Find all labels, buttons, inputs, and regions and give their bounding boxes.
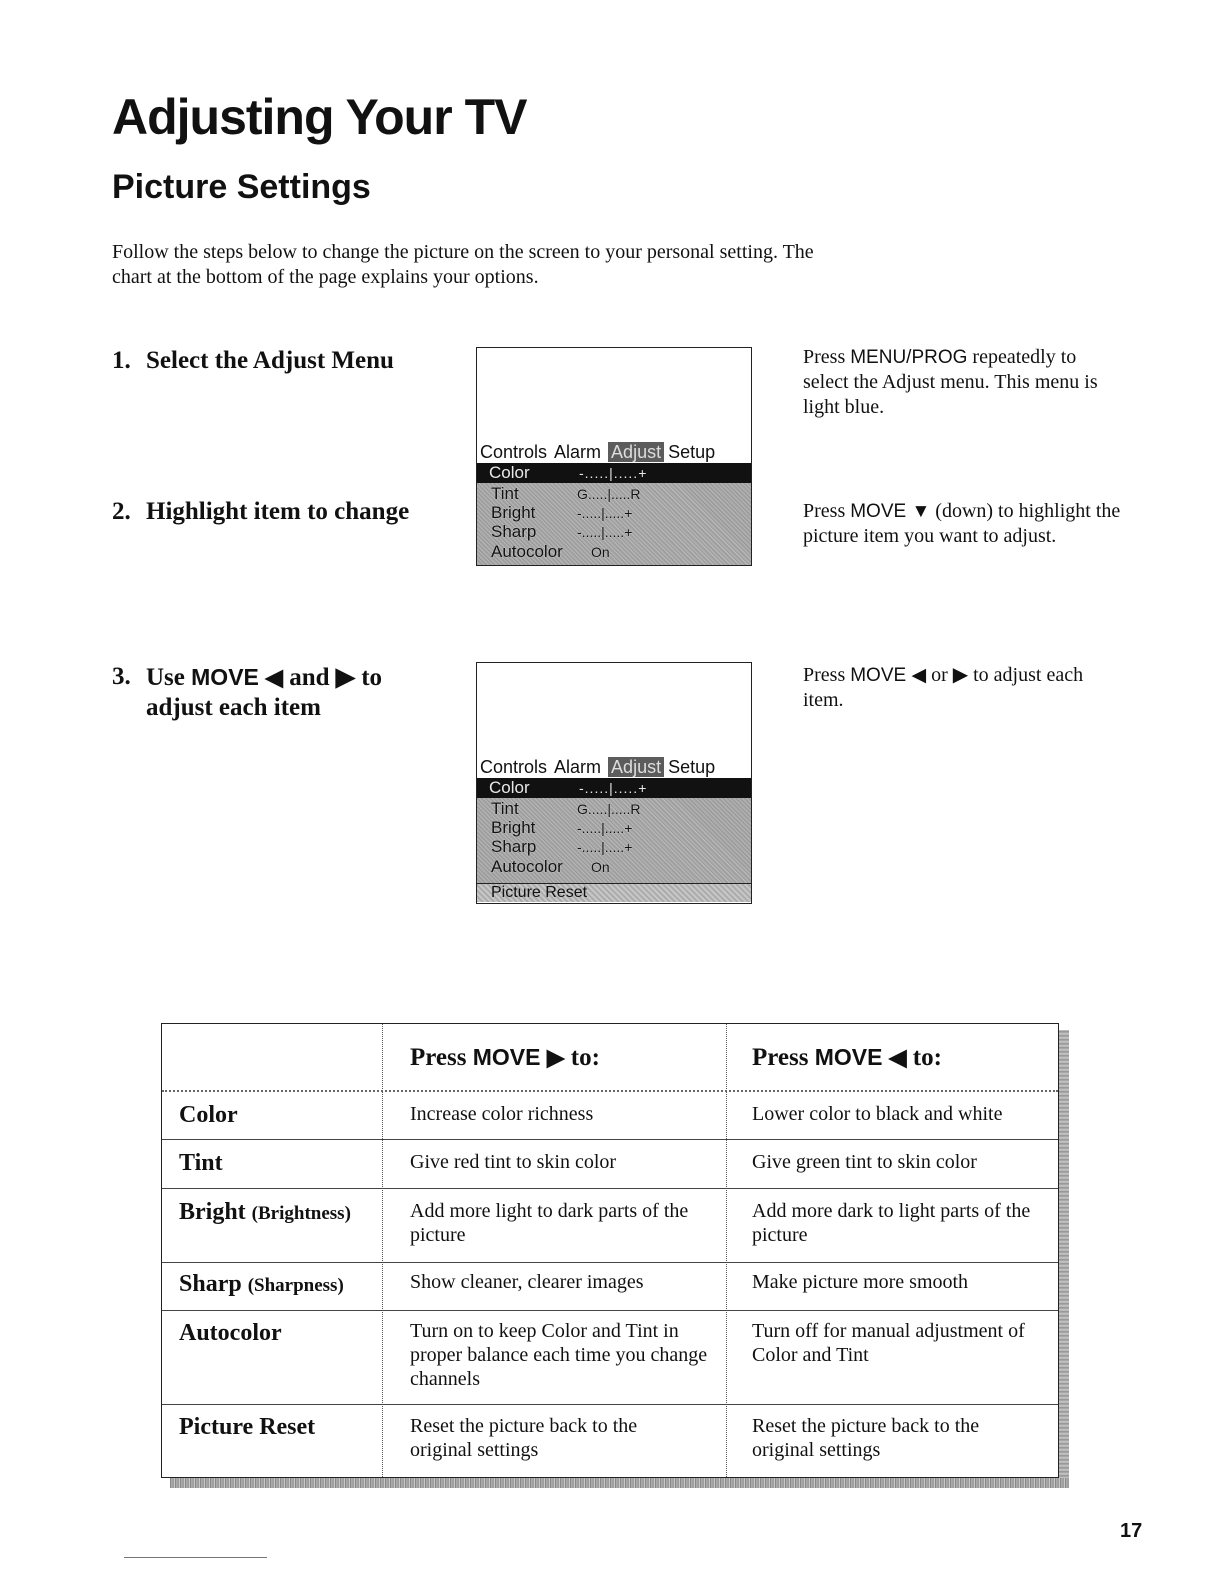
- menu-tab-controls: Controls: [480, 442, 548, 462]
- cell-move-left: Add more dark to light parts of the picture: [752, 1200, 1031, 1246]
- row-label-bright: Bright (Brightness): [179, 1199, 351, 1225]
- menu-item: Tint G.....|.....R: [491, 799, 641, 818]
- menu-tab-adjust: Adjust: [608, 757, 664, 777]
- menu-tab-alarm: Alarm: [554, 442, 602, 462]
- column-header-move-left: Press MOVE ◀ to:: [752, 1044, 942, 1071]
- cell-move-left: Give green tint to skin color: [752, 1151, 977, 1173]
- step-number: 1.: [112, 347, 131, 374]
- cell-move-right: Turn on to keep Color and Tint in proper balance each time you change channels: [410, 1320, 708, 1390]
- tv-screen-adjust-items: [476, 662, 752, 904]
- cell-move-left: Make picture more smooth: [752, 1271, 969, 1293]
- selected-menu-item: Color -.....|.....+: [477, 463, 751, 483]
- menu-item: Bright -.....|.....+: [491, 503, 633, 522]
- cell-move-left: Reset the picture back to the original settings: [752, 1415, 980, 1461]
- picture-reset-row: Picture Reset: [477, 883, 751, 902]
- selected-menu-item: Color -.....|.....+: [477, 778, 751, 798]
- menu-item: Autocolor On: [491, 857, 610, 876]
- step-2: [112, 497, 466, 527]
- menu-item: Sharp -.....|.....+: [491, 837, 633, 856]
- menu-tab-adjust: Adjust: [608, 442, 664, 462]
- row-divider: [162, 1310, 1058, 1311]
- row-label-autocolor: Autocolor: [179, 1320, 282, 1346]
- row-label-sharp: Sharp (Sharpness): [179, 1271, 344, 1297]
- row-label-picture-reset: Picture Reset: [179, 1414, 316, 1440]
- row-divider: [162, 1404, 1058, 1405]
- step-number: 2.: [112, 498, 131, 525]
- step-1-description: Press MENU/PROG repeatedly to select the Adjust menu. This menu is light blue.: [803, 346, 1098, 418]
- step-3: 3. Use MOVE ◀ and ▶ to adjust each item: [112, 663, 383, 721]
- page-title: Adjusting Your TV: [112, 89, 527, 145]
- header-divider: [162, 1090, 1058, 1092]
- footer-rule: [124, 1557, 267, 1558]
- cell-move-left: Lower color to black and white: [752, 1103, 1003, 1125]
- menu-item: Sharp -.....|.....+: [491, 522, 633, 541]
- cell-move-left: Turn off for manual adjustment of Color and Tint: [752, 1320, 1025, 1366]
- menu-tab-setup: Setup: [668, 757, 716, 777]
- row-label-tint: Tint: [179, 1150, 223, 1176]
- menu-items-area: [477, 483, 751, 565]
- step-number: 3.: [112, 663, 131, 690]
- tv-screen-adjust-menu: [476, 347, 752, 566]
- page-number: 17: [1120, 1520, 1143, 1542]
- cell-move-right: Increase color richness: [410, 1103, 594, 1125]
- menu-tab-setup: Setup: [668, 442, 716, 462]
- menu-item: Tint G.....|.....R: [491, 484, 641, 503]
- menu-items-area: [477, 798, 751, 884]
- cell-move-right: Give red tint to skin color: [410, 1151, 617, 1173]
- step-3-description: Press MOVE ◀ or ▶ to adjust each item.: [803, 664, 1084, 711]
- cell-move-right: Add more light to dark parts of the picture: [410, 1200, 689, 1246]
- step-title: Select the Adjust Menu: [146, 347, 394, 374]
- row-divider: [162, 1139, 1058, 1140]
- column-header-move-right: Press MOVE ▶ to:: [410, 1044, 600, 1071]
- menu-tab-controls: Controls: [480, 757, 548, 777]
- menu-item: Autocolor On: [491, 542, 610, 561]
- chart-shadow: [1059, 1030, 1069, 1488]
- row-divider: [162, 1262, 1058, 1263]
- menu-bar: [480, 756, 751, 778]
- menu-tab-alarm: Alarm: [554, 757, 602, 777]
- step-1: [112, 346, 466, 376]
- step-title: Highlight item to change: [146, 498, 410, 525]
- step-2-description: Press MOVE ▼ (down) to highlight the picture item you want to adjust.: [803, 500, 1121, 547]
- row-divider: [162, 1188, 1058, 1189]
- intro-paragraph: Follow the steps below to change the picture on the screen to your personal setting. The chart at the bottom of the page explains your options.: [112, 241, 814, 288]
- row-label-color: Color: [179, 1102, 238, 1128]
- menu-item: Bright -.....|.....+: [491, 818, 633, 837]
- menu-bar: [480, 441, 751, 463]
- section-title: Picture Settings: [112, 168, 371, 206]
- chart-shadow: [170, 1478, 1069, 1488]
- options-chart: [161, 1023, 1059, 1478]
- cell-move-right: Show cleaner, clearer images: [410, 1271, 644, 1293]
- cell-move-right: Reset the picture back to the original settings: [410, 1415, 638, 1461]
